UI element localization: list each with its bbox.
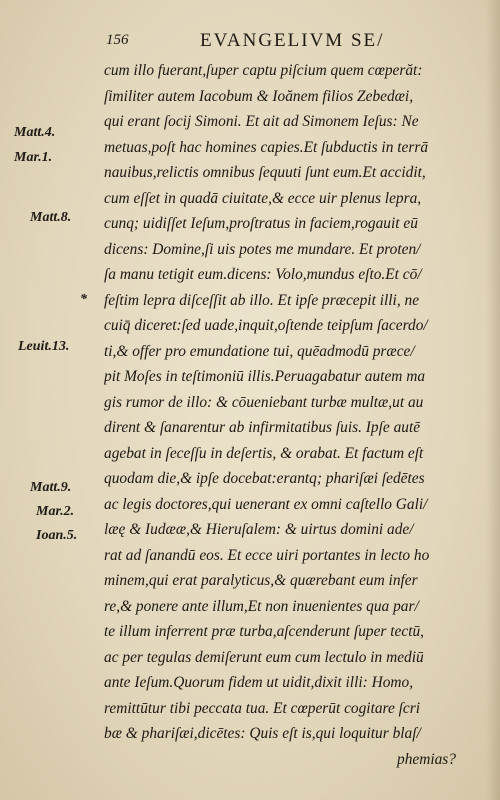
text-line: cum illo fuerant,ſuper captu piſcium quem cœperăt: (104, 62, 423, 79)
text-line: gis rumor de illo: & cōueniebant turbæ multæ,ut au (104, 393, 424, 411)
margin-note: Mar.2. (36, 504, 75, 519)
text-line: metuas,poſt hac homines capies.Et ſubductis in terrā (104, 138, 429, 156)
margin-notes (0, 0, 110, 800)
text-line-catchword: phemias? (397, 750, 456, 768)
text-line: ſimiliter autem Iacobum & Ioănem filios Zebedæi, (104, 87, 414, 105)
body-text (104, 58, 476, 772)
text-line: agebat in ſeceſſu in deſertis, & orabat. Et factum eſt (104, 444, 424, 462)
margin-note: Matt.9. (30, 480, 72, 495)
text-line: dirent & ſanarentur ab infirmitatibus ſuis. Ipſe autē (104, 419, 421, 436)
margin-note: Mar.1. (14, 150, 53, 165)
margin-note: Leuit.13. (18, 339, 70, 354)
text-line: feſtim lepra diſceſſit ab illo. Et ipſe præcepit illi, ne (104, 291, 420, 309)
page-edge-shadow (486, 0, 500, 800)
text-line: ante Ieſum.Quorum fidem ut uidit,dixit illi: Homo, (104, 674, 414, 691)
text-line: ac legis doctores,qui uenerant ex omni caſtello Gali/ (104, 495, 428, 513)
text-line: cum eſſet in quadā ciuitate,& ecce uir plenus lepra, (104, 189, 422, 207)
text-line: re,& ponere ante illum,Et non inuenientes qua par/ (104, 597, 419, 615)
margin-note: * (80, 292, 87, 307)
text-line: dicens: Domine,ſi uis potes me mundare. Et proten/ (104, 240, 421, 258)
text-line: ti,& offer pro emundatione tui, quēadmodū præce/ (104, 342, 415, 360)
margin-note: Ioan.5. (36, 528, 78, 543)
text-line: bæ & phariſæi,dicētes: Quis eſt is,qui loquitur blaſ/ (104, 725, 421, 742)
text-line: rat ad ſanandū eos. Et ecce uiri portantes in lecto ho (104, 546, 430, 564)
text-line: minem,qui erat paralyticus,& quærebant eum infer (104, 572, 418, 589)
text-line: te illum inferrent præ turba,aſcenderunt ſuper tectū, (104, 623, 425, 640)
text-line: læę & Iudææ,& Hieruſalem: & uirtus domini ade/ (104, 521, 414, 538)
margin-note: Matt.4. (14, 125, 56, 140)
running-title: EVANGELIVM SE/ (200, 30, 385, 51)
page-number: 156 (106, 32, 129, 48)
text-line: ac per tegulas demiſerunt eum cum lectulo in mediū (104, 648, 424, 666)
text-line: pit Moſes in teſtimoniū illis.Peruagabatur autem ma (104, 368, 426, 385)
margin-note: Matt.8. (30, 210, 72, 225)
text-line: qui erant ſocij Simoni. Et ait ad Simonem Ieſus: Ne (104, 113, 419, 130)
text-line: quodam die,& ipſe docebat:erantq; phariſæi ſedētes (104, 470, 425, 487)
text-line: cuiq̄ diceret:ſed uade,inquit,oſtende teipſum ſacerdo/ (104, 317, 428, 334)
text-line: ſa manu tetigit eum.dicens: Volo,mundus eſto.Et cō/ (104, 266, 422, 283)
text-line: nauibus,relictis omnibus ſequuti ſunt eum.Et accidit, (104, 164, 426, 181)
text-line: cunq; uidiſſet Ieſum,proſtratus in faciem,rogauit eū (104, 215, 418, 232)
text-line: remittūtur tibi peccata tua. Et cœperūt cogitare ſcri (104, 699, 421, 717)
